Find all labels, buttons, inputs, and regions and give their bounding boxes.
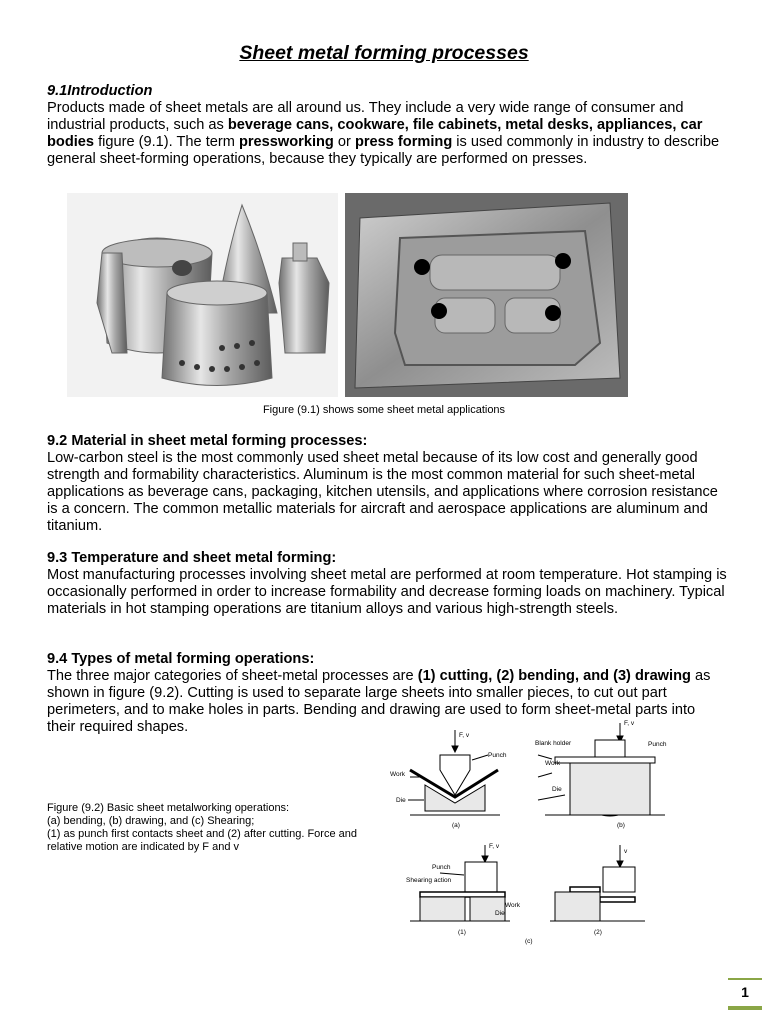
figure-9-1-caption: Figure (9.1) shows some sheet metal applications <box>262 404 506 416</box>
drawing-diagram <box>538 723 665 815</box>
label-c1: (1) <box>458 929 466 936</box>
section-heading-9-1: 9.1Introduction <box>47 83 153 99</box>
label-c2: (2) <box>594 929 602 936</box>
label-v: v <box>624 848 628 855</box>
page-title: Sheet metal forming processes <box>239 42 529 64</box>
section-introduction <box>47 83 727 168</box>
footer-rule <box>728 978 762 980</box>
label-work-b: Work <box>545 760 561 767</box>
label-die-a: Die <box>396 797 406 804</box>
section-material <box>47 433 727 535</box>
shearing-diagram-2 <box>550 845 645 921</box>
label-work-a: Work <box>390 771 406 778</box>
label-fv-a: F, v <box>459 732 470 739</box>
sheet-metal-parts-photo <box>67 193 338 397</box>
label-fv-c: F, v <box>489 843 500 850</box>
footer-bar <box>728 1006 762 1010</box>
label-punch-b: Punch <box>648 741 667 748</box>
page-number: 1 <box>741 984 749 1000</box>
sheet-metal-operations-diagram <box>380 715 670 955</box>
section-heading-9-4: 9.4 Types of metal forming operations: <box>47 651 315 667</box>
label-fv-b: F, v <box>624 720 635 727</box>
section-paragraph-9-1: Products made of sheet metals are all around us. They include a very wide range of consumer and industrial products, such as beverage cans, cookware, file cabinets, metal desks, appliances, car bodies figure (9.1). The term pressworking or press forming is used commonly in industry to describe general sheet-forming operations, because they typically are performed on presses. <box>47 100 720 167</box>
section-paragraph-9-4: The three major categories of sheet-metal processes are (1) cutting, (2) bending, and (3) drawing as shown in figure (9.2). Cutting is used to separate large sheets into smaller pieces, to cut out part perimeters, and to make holes in parts. Bending and drawing are used to form sheet-metal parts into their required shapes. <box>47 668 711 735</box>
label-punch-a: Punch <box>488 752 507 759</box>
label-die-b: Die <box>552 786 562 793</box>
bending-diagram <box>408 730 500 815</box>
label-die-c: Die <box>495 910 505 917</box>
figure-9-2-caption: Figure (9.2) Basic sheet metalworking operations: (a) bending, (b) drawing, and (c) Shearing; (1) as punch first contacts sheet and (2) after cutting. Force and relative motion are indicated by F and v <box>47 802 357 853</box>
section-paragraph-9-3: Most manufacturing processes involving sheet metal are performed at room temperature. Hot stamping is occasionally performed in order to increase formability and decrease forming loads on machinery. Typical materials in hot stamping operations are titanium alloys and various high-strength steels. <box>47 567 727 617</box>
section-temperature <box>47 550 727 618</box>
car-door-panel-photo <box>345 193 628 397</box>
label-work-c: Work <box>505 902 521 909</box>
label-c: (c) <box>525 938 533 945</box>
section-heading-9-3: 9.3 Temperature and sheet metal forming: <box>47 550 337 566</box>
label-shearing-action: Shearing action <box>406 877 452 884</box>
label-b: (b) <box>617 822 625 829</box>
label-a: (a) <box>452 822 460 829</box>
label-blank-holder: Blank holder <box>535 740 572 747</box>
section-heading-9-2: 9.2 Material in sheet metal forming processes: <box>47 433 368 449</box>
section-paragraph-9-2: Low-carbon steel is the most commonly used sheet metal because of its low cost and generally good strength and formability characteristics. Aluminum is the most common material for such sheet-metal applications as beverage cans, packaging, kitchen utensils, and applications where corrosion resistance is a concern. The common metallic materials for aircraft and aerospace applications are aluminum and titanium. <box>47 450 718 534</box>
label-punch-c: Punch <box>432 864 451 871</box>
